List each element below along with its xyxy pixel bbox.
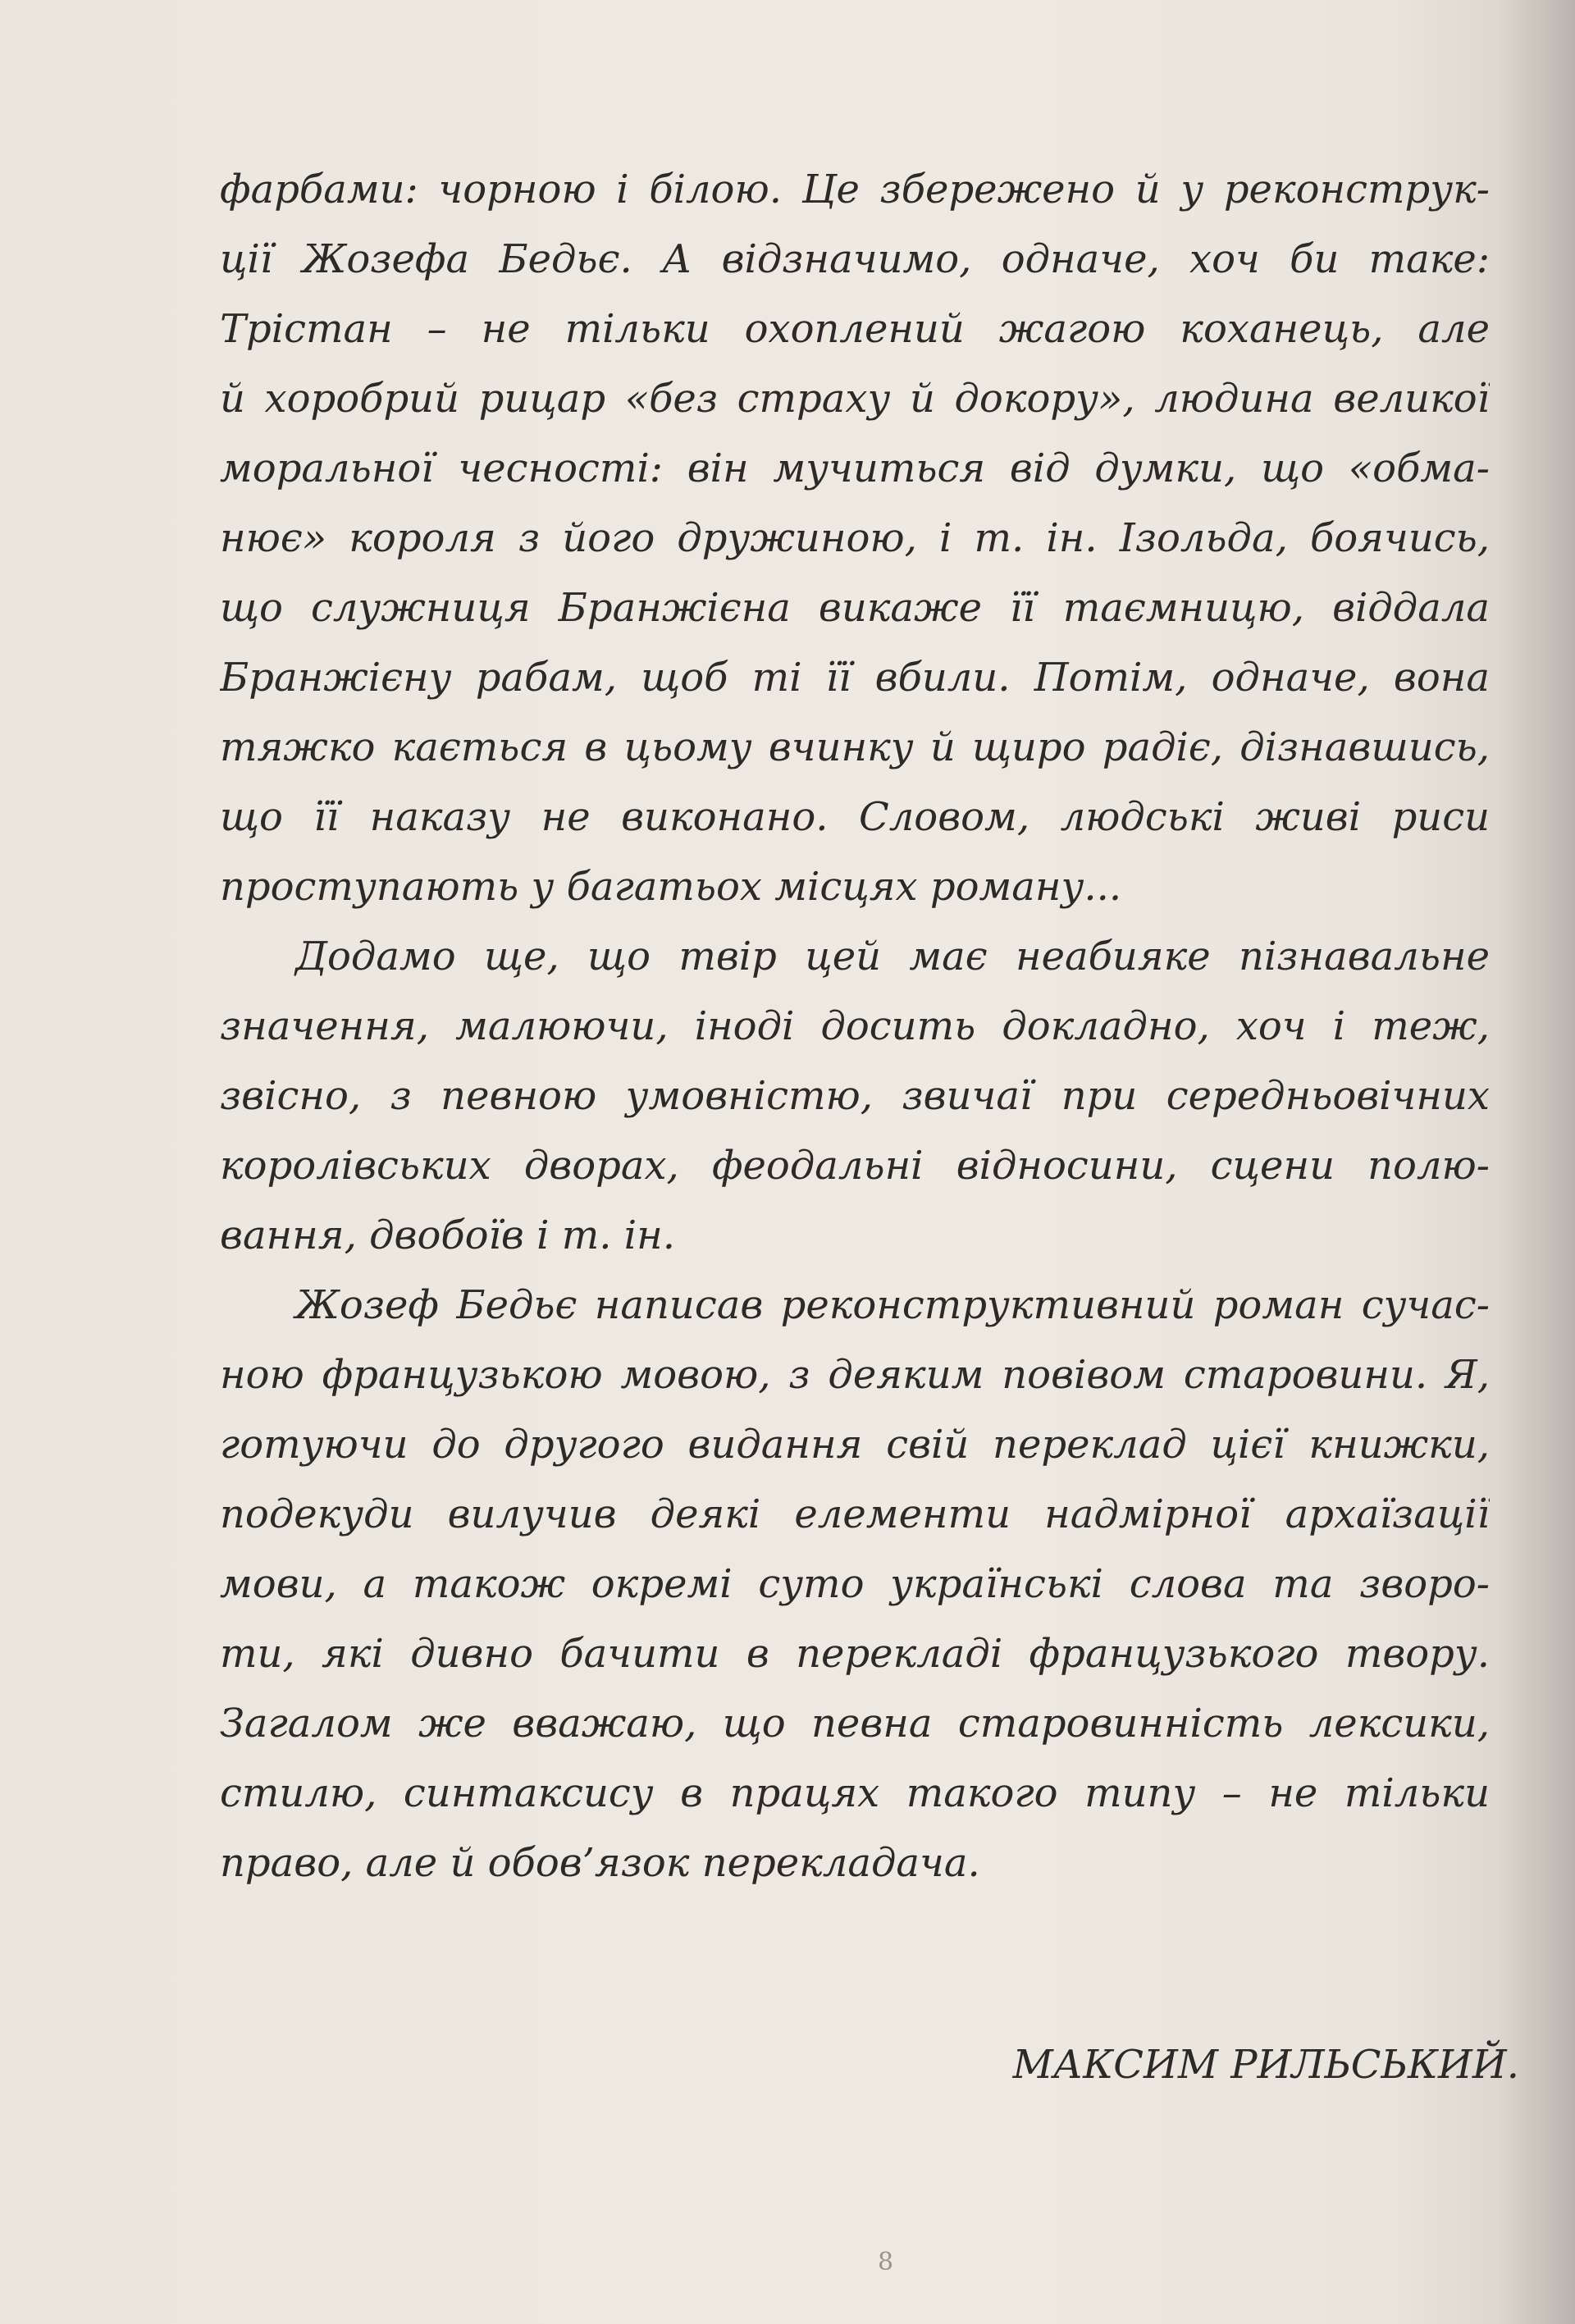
text-line: що служниця Бранжієна викаже її таємницю, віддала xyxy=(220,585,1490,631)
text-line: стилю, синтаксису в працях такого типу – не тільки xyxy=(220,1770,1490,1816)
page-number: 8 xyxy=(878,2248,894,2276)
text-line: Додамо ще, що твір цей має неабияке пізнавальне xyxy=(295,934,1490,979)
text-line: Бранжієну рабам, щоб ті її вбили. Потім, одначе, вона xyxy=(220,655,1490,701)
text-line: фарбами: чорною і білою. Це збережено й у реконструк- xyxy=(220,167,1490,212)
text-line: подекуди вилучив деякі елементи надмірної архаїзації xyxy=(220,1491,1490,1537)
author-signature: МАКСИМ РИЛЬСЬКИЙ. xyxy=(1012,2042,1519,2088)
text-line: моральної чесності: він мучиться від думки, що «обма- xyxy=(220,445,1490,491)
text-line: значення, малюючи, іноді досить докладно, хоч і теж, xyxy=(220,1003,1490,1049)
text-line: нює» короля з його дружиною, і т. ін. Ізольда, боячись, xyxy=(220,515,1490,561)
text-line: звісно, з певною умовністю, звичаї при середньовічних xyxy=(220,1073,1490,1119)
text-line: ною французькою мовою, з деяким повівом старовини. Я, xyxy=(220,1352,1490,1398)
text-line: право, але й обов’язок перекладача. xyxy=(220,1840,980,1886)
text-line: Загалом же вважаю, що певна старовинність лексики, xyxy=(220,1701,1490,1746)
text-line: королівських дворах, феодальні відносини, сцени полю- xyxy=(220,1143,1490,1189)
text-line: Жозеф Бедьє написав реконструктивний роман сучас- xyxy=(295,1282,1490,1328)
text-line: Трістан – не тільки охоплений жагою коханець, але xyxy=(220,306,1490,352)
text-line: готуючи до другого видання свій переклад цієї книжки, xyxy=(220,1422,1490,1468)
text-line: ти, які дивно бачити в перекладі французького твору. xyxy=(220,1631,1490,1677)
text-line: мови, а також окремі суто українські слова та зворо- xyxy=(220,1561,1490,1607)
text-line: й хоробрий рицар «без страху й докору», людина великої xyxy=(220,376,1490,422)
text-line: тяжко кається в цьому вчинку й щиро радіє, дізнавшись, xyxy=(220,724,1490,770)
text-line: вання, двобоїв і т. ін. xyxy=(220,1212,675,1258)
text-line: проступають у багатьох місцях роману... xyxy=(220,864,1122,910)
text-line: що її наказу не виконано. Словом, людські живі риси xyxy=(220,794,1490,840)
body-text xyxy=(220,155,1490,1898)
text-line: ції Жозефа Бедьє. А відзначимо, одначе, хоч би таке: xyxy=(220,236,1490,282)
